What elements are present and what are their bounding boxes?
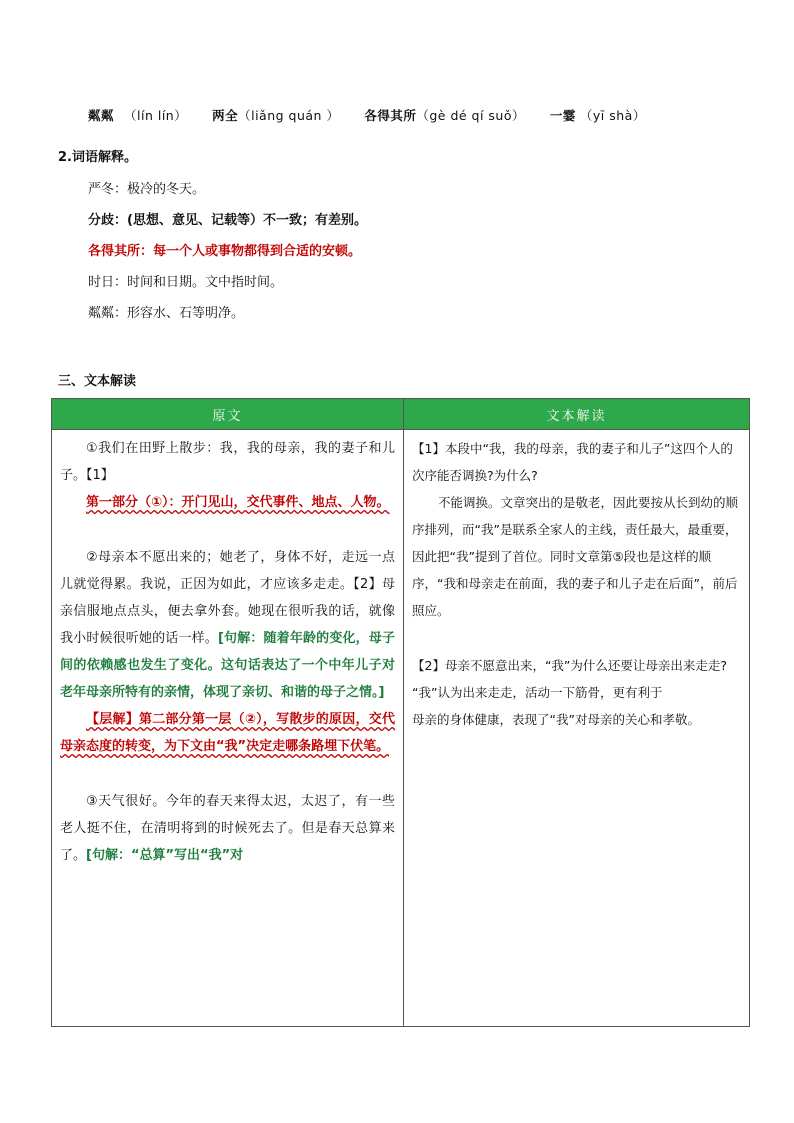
sentence-note-2: [句解：随着年龄的变化，母子间的依赖感也发生了变化。这句话表达了一个中年儿子对老年母亲所特有的亲情，体现了亲切、和谐的母子之情。]: [60, 631, 395, 700]
pinyin-row: [88, 106, 666, 124]
layer-analysis: 【层解】第二部分第一层（②），写散步的原因，交代母亲态度的转变，为下文由“我”决定走哪条路埋下伏笔。: [60, 712, 395, 754]
paragraph-1: ①我们在田野上散步：我，我的母亲，我的妻子和儿子。【1】: [60, 441, 395, 483]
answer-2-line-2: 母亲的身体健康，表现了“我”对母亲的关心和孝敬。: [412, 712, 700, 727]
pinyin-item: 粼粼 （lín lín）: [88, 108, 188, 123]
text-analysis-table: [51, 398, 750, 1027]
analysis-cell: [404, 430, 750, 1027]
paragraph-2: ②母亲本不愿出来的；她老了，身体不好，走远一点儿就觉得累。我说，正因为如此，才应该多走走。【2】母亲信服地点点头，便去拿外套。她现在很听我的话，就像我小时候很听她的话一样。: [60, 550, 395, 646]
original-text-cell: [52, 430, 404, 1027]
definition-item: 时日：时间和日期。文中指时间。: [88, 275, 284, 290]
section-3-title: 三、文本解读: [58, 374, 137, 389]
part-1-note: 第一部分（①）：开门见山，交代事件、地点、人物。: [86, 495, 390, 510]
pinyin-item: 两全（liǎng quán ）: [212, 108, 340, 123]
question-1: 【1】本段中“我，我的母亲，我的妻子和儿子”这四个人的次序能否调换?为什么?: [412, 441, 733, 483]
pinyin-item: 各得其所（gè dé qí suǒ）: [364, 108, 526, 123]
question-2: 【2】母亲不愿意出来，“我”为什么还要让母亲出来走走?: [412, 658, 728, 673]
answer-1: 不能调换。文章突出的是敬老，因此要按从长到幼的顺序排列，而“我”是联系全家人的主线，责任最大，最重要，因此把“我”提到了首位。同时文章第⑤段也是这样的顺序，“我和母亲走在前面，我的妻子和儿子走在后面”，前后照应。: [412, 495, 739, 618]
definition-item: 各得其所：每一个人或事物都得到合适的安顿。: [88, 244, 362, 259]
section-2-title: 2.词语解释。: [58, 150, 137, 165]
table-header-analysis: 文本解读: [404, 399, 750, 430]
paragraph-3: ③天气很好。今年的春天来得太迟，太迟了，有一些老人挺不住，在清明将到的时候死去了。但是春天总算来了。: [60, 794, 395, 863]
table-header-original: 原文: [52, 399, 404, 430]
definition-item: 分歧：(思想、意见、记载等）不一致；有差别。: [88, 213, 367, 228]
sentence-note-3: [句解：“总算”写出“我”对: [86, 848, 244, 863]
definition-item: 严冬：极冷的冬天。: [88, 182, 206, 197]
definition-item: 粼粼：形容水、石等明净。: [88, 306, 245, 321]
pinyin-item: 一霎 （yī shà）: [549, 108, 646, 123]
answer-2-line-1: “我”认为出来走走，活动一下筋骨，更有利于: [412, 685, 663, 700]
